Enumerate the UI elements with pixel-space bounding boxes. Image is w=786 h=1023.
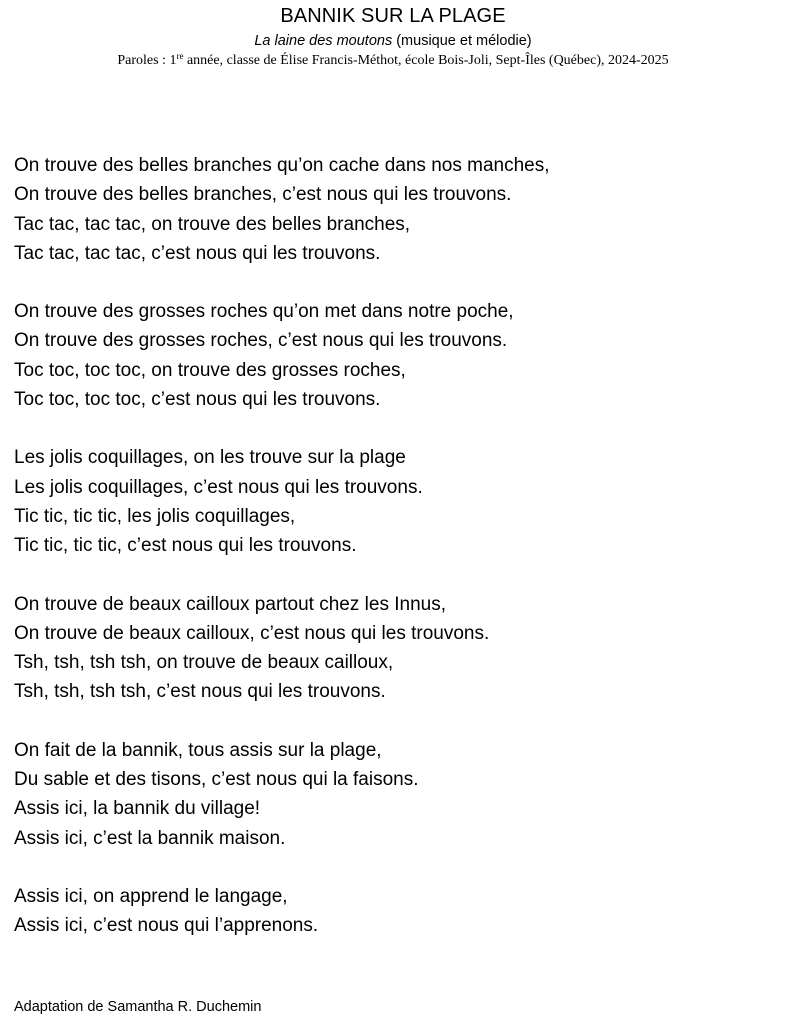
- stanza-1: [14, 151, 774, 268]
- song-title: BANNIK SUR LA PLAGE: [280, 5, 506, 27]
- song-header: [0, 4, 786, 70]
- lyric-line: Toc toc, toc toc, c’est nous qui les trouvons.: [14, 389, 381, 411]
- lyric-line: Du sable et des tisons, c’est nous qui la faisons.: [14, 769, 419, 791]
- stanza-4: [14, 590, 774, 707]
- song-subtitle: [0, 32, 786, 50]
- adaptation-credit: Adaptation de Samantha R. Duchemin: [14, 999, 262, 1015]
- lyric-line: Tac tac, tac tac, c’est nous qui les trouvons.: [14, 242, 381, 264]
- lyric-line: Assis ici, la bannik du village!: [14, 798, 261, 820]
- lyric-line: Tsh, tsh, tsh tsh, c’est nous qui les trouvons.: [14, 681, 386, 703]
- stanza-6: [14, 882, 774, 941]
- stanza-5: [14, 736, 774, 853]
- lyrics-credits: [0, 52, 786, 70]
- lyric-line: Les jolis coquillages, on les trouve sur la plage: [14, 447, 406, 469]
- melody-note: (musique et mélodie): [392, 33, 532, 49]
- lyric-line: Tac tac, tac tac, on trouve des belles branches,: [14, 213, 411, 235]
- lyric-line: On trouve des grosses roches, c’est nous qui les trouvons.: [14, 330, 508, 352]
- stanza-2: [14, 297, 774, 414]
- lyric-line: On trouve des belles branches, c’est nous qui les trouvons.: [14, 184, 512, 206]
- lyric-line: Toc toc, toc toc, on trouve des grosses roches,: [14, 359, 406, 381]
- lyric-line: On trouve de beaux cailloux, c’est nous qui les trouvons.: [14, 622, 490, 644]
- lyric-line: Tic tic, tic tic, c’est nous qui les trouvons.: [14, 535, 357, 557]
- melody-source: La laine des moutons: [254, 33, 393, 49]
- lyric-line: Tic tic, tic tic, les jolis coquillages,: [14, 505, 296, 527]
- lyric-line: On trouve de beaux cailloux partout chez les Innus,: [14, 593, 446, 615]
- lyric-line: On trouve des grosses roches qu’on met dans notre poche,: [14, 301, 514, 323]
- stanza-3: [14, 443, 774, 560]
- lyric-line: Tsh, tsh, tsh tsh, on trouve de beaux cailloux,: [14, 652, 394, 674]
- lyrics-body: [14, 151, 774, 970]
- lyric-line: On trouve des belles branches qu’on cache dans nos manches,: [14, 155, 550, 176]
- lyric-line: Assis ici, c’est nous qui l’apprenons.: [14, 915, 319, 937]
- lyric-line: On fait de la bannik, tous assis sur la plage,: [14, 739, 382, 761]
- lyric-line: Assis ici, c’est la bannik maison.: [14, 827, 286, 849]
- credits-ordinal: re: [176, 51, 184, 61]
- lyric-line: Assis ici, on apprend le langage,: [14, 885, 288, 907]
- lyric-line: Les jolis coquillages, c’est nous qui les trouvons.: [14, 476, 423, 498]
- credits-prefix: Paroles : 1: [117, 53, 177, 68]
- credits-detail: année, classe de Élise Francis-Méthot, école Bois-Joli, Sept-Îles (Québec), 2024-2025: [183, 53, 669, 68]
